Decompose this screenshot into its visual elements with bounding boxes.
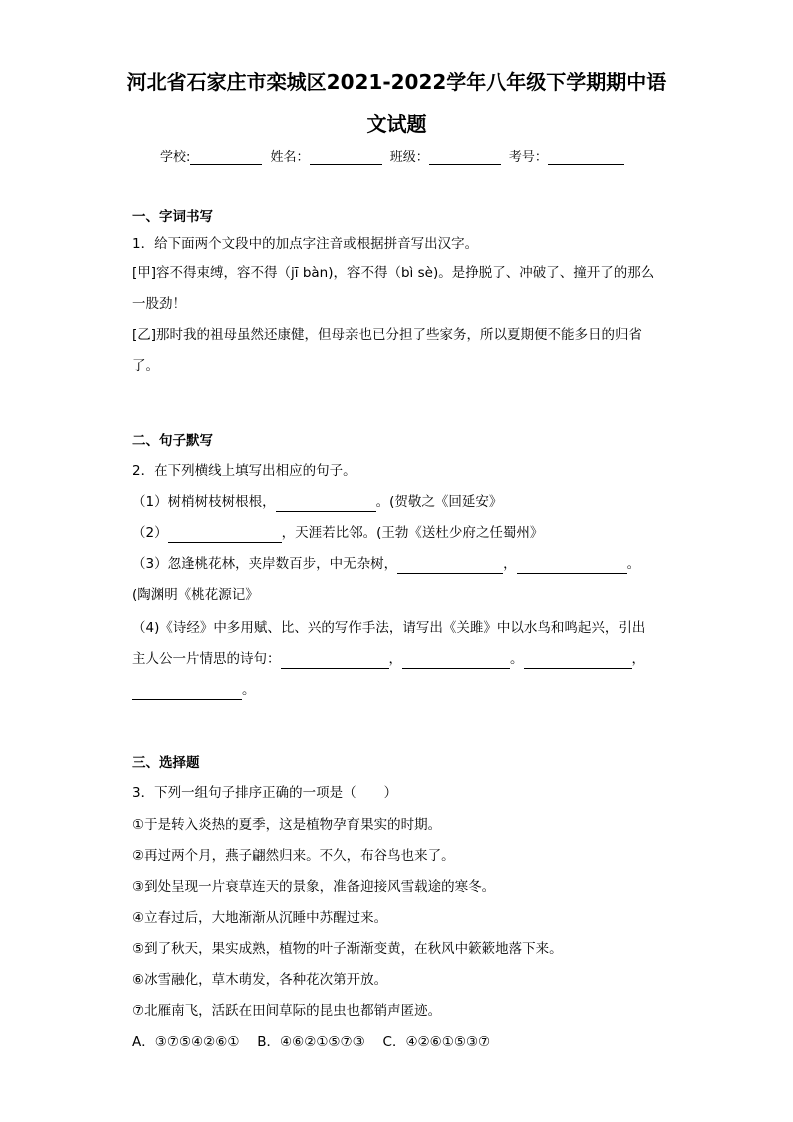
- sentence-4-prefix: 主人公一片情思的诗句：: [132, 651, 281, 667]
- number-blank[interactable]: [548, 150, 624, 165]
- sentence-3: [132, 556, 640, 574]
- school-blank[interactable]: [190, 150, 262, 165]
- answer-blank[interactable]: [281, 655, 389, 669]
- sentence-item: ⑦北雁南飞，活跃在田间草际的昆虫也都销声匿迹。: [132, 1003, 442, 1019]
- passage-a-line-2: 一股劲！: [132, 296, 186, 312]
- sentence-1: [132, 494, 502, 512]
- sentence-1-prefix: （1）树梢树枝树根根，: [132, 494, 276, 510]
- sentence-4-line-2: [132, 651, 645, 669]
- answer-blank[interactable]: [397, 560, 503, 574]
- sentence-item: ③到处呈现一片衰草连天的景象，准备迎接风雪载途的寒冬。: [132, 879, 496, 895]
- passage-a-line-1: [甲]容不得束缚，容不得（jī bàn)，容不得（bì sè)。是挣脱了、冲破了、撞开了的那么: [132, 265, 655, 281]
- passage-b-line-2: 了。: [132, 358, 159, 374]
- answer-blank[interactable]: [168, 529, 282, 543]
- class-blank[interactable]: [429, 150, 501, 165]
- sentence-4-line-3: [132, 682, 256, 700]
- sentence-item: ①于是转入炎热的夏季，这是植物孕育果实的时期。: [132, 817, 442, 833]
- sentence-2-prefix: （2）: [132, 525, 168, 541]
- sentence-1-source: 。(贺敬之《回延安》: [375, 494, 503, 510]
- answer-blank[interactable]: [402, 655, 510, 669]
- comma: ，: [631, 651, 645, 667]
- sentence-item: ④立春过后，大地渐渐从沉睡中苏醒过来。: [132, 910, 388, 926]
- sentence-4-line-1: （4)《诗经》中多用赋、比、兴的写作手法，请写出《关雎》中以水鸟和鸣起兴，引出: [132, 620, 646, 636]
- section-3-heading: 三、选择题: [132, 755, 200, 771]
- period: 。: [242, 682, 256, 698]
- sentence-item: ⑤到了秋天，果实成熟，植物的叶子渐渐变黄，在秋风中簌簌地落下来。: [132, 941, 563, 957]
- period: 。: [626, 556, 641, 572]
- sentence-3-source: (陶渊明《桃花源记》: [132, 587, 259, 603]
- answer-options[interactable]: A．③⑦⑤④②⑥① B．④⑥②①⑤⑦③ C．④②⑥①⑤③⑦: [132, 1034, 491, 1050]
- name-label: 姓名：: [270, 150, 310, 165]
- sentence-2-source: ，天涯若比邻。(王勃《送杜少府之任蜀州》: [281, 525, 544, 541]
- exam-title-line-1: 河北省石家庄市栾城区2021-2022学年八年级下学期期中语: [126, 70, 667, 94]
- answer-blank[interactable]: [276, 498, 376, 512]
- comma: ，: [503, 556, 517, 572]
- period: 。: [510, 651, 524, 667]
- passage-b-line-1: [乙]那时我的祖母虽然还康健，但母亲也已分担了些家务，所以夏期便不能多日的归省: [132, 327, 643, 343]
- comma: ，: [388, 651, 402, 667]
- question-2-prompt: 2．在下列横线上填写出相应的句子。: [132, 463, 357, 479]
- name-blank[interactable]: [310, 150, 382, 165]
- exam-title-line-2: 文试题: [366, 112, 427, 136]
- section-1-heading: 一、字词书写: [132, 209, 213, 225]
- school-label: 学校:: [160, 150, 191, 165]
- sentence-3-prefix: （3）忽逢桃花林，夹岸数百步，中无杂树，: [132, 556, 398, 572]
- sentence-item: ⑥冰雪融化，草木萌发，各种花次第开放。: [132, 972, 388, 988]
- answer-blank[interactable]: [517, 560, 627, 574]
- question-1-prompt: 1．给下面两个文段中的加点字注音或根据拼音写出汉字。: [132, 236, 479, 252]
- answer-blank[interactable]: [132, 686, 242, 700]
- sentence-2: [132, 525, 543, 543]
- student-info-row: [160, 146, 660, 165]
- sentence-item: ②再过两个月，燕子翩然归来。不久，布谷鸟也来了。: [132, 848, 455, 864]
- question-3-prompt: 3．下列一组句子排序正确的一项是（ ）: [132, 785, 398, 801]
- number-label: 考号：: [508, 150, 548, 165]
- class-label: 班级：: [389, 150, 429, 165]
- section-2-heading: 二、句子默写: [132, 433, 213, 449]
- answer-blank[interactable]: [524, 655, 632, 669]
